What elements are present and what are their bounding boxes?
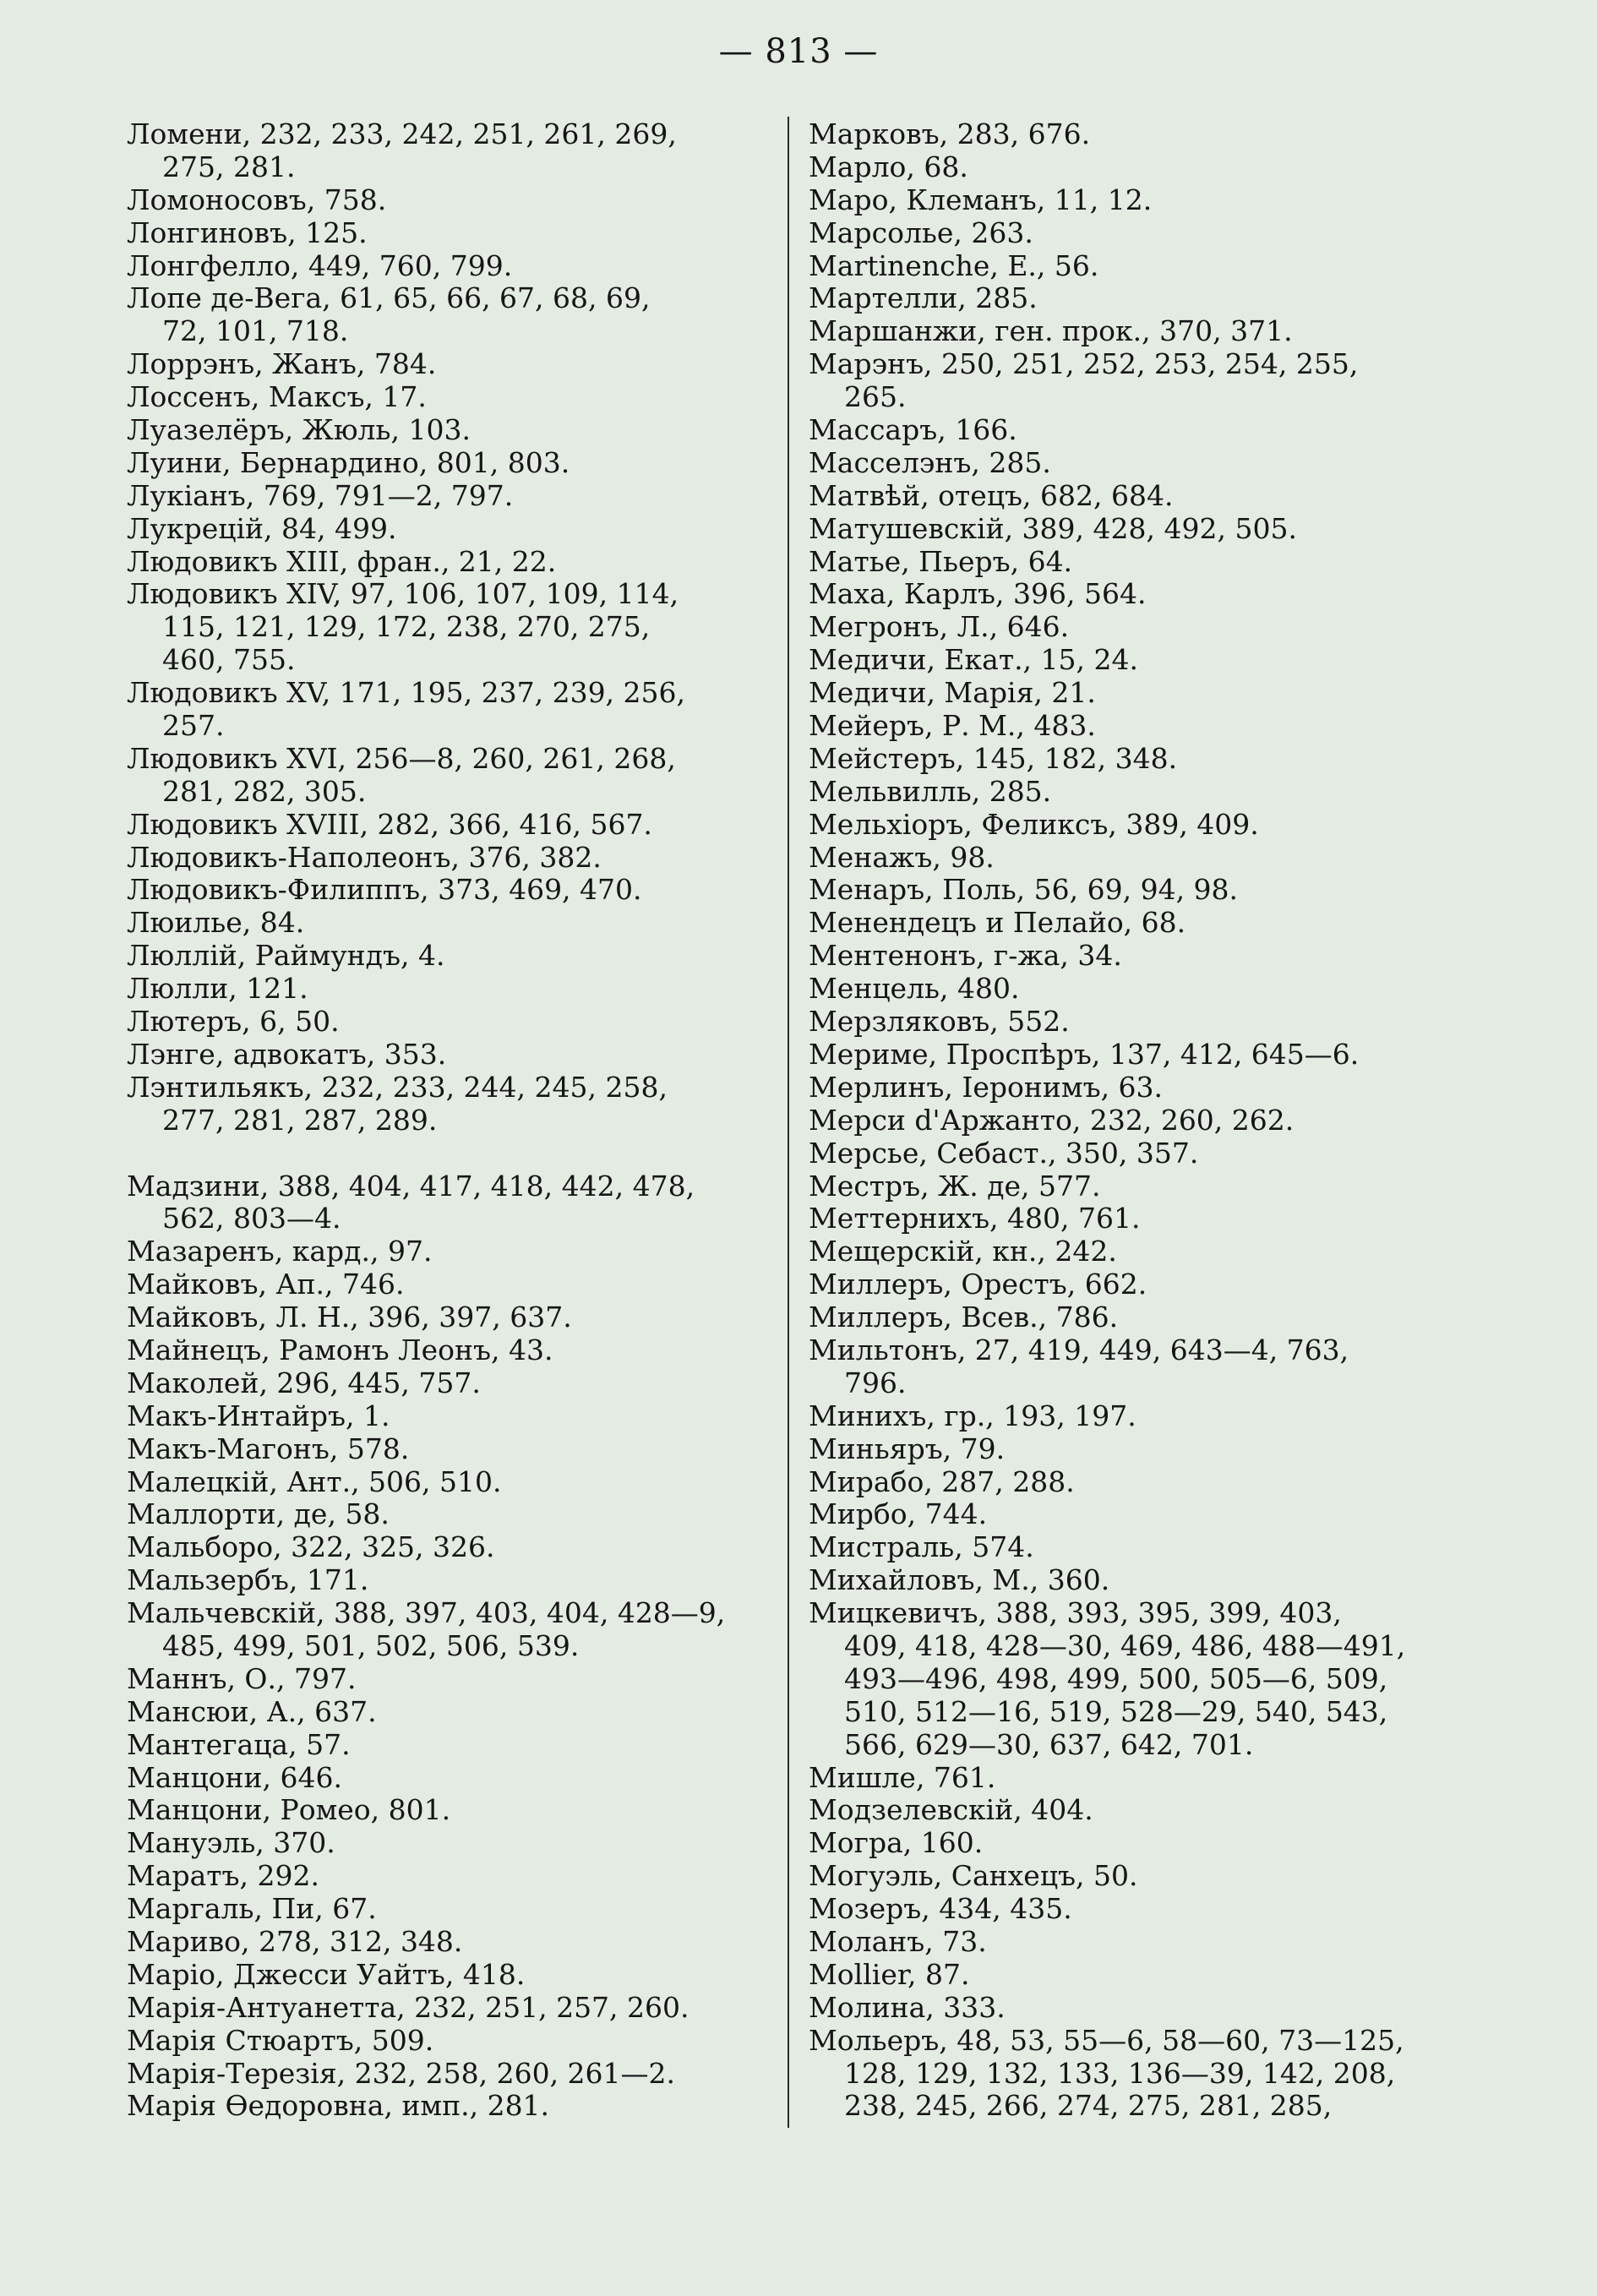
index-entry: Мерзляковъ, 552. xyxy=(809,1006,1070,1039)
index-entry: Марія-Антуанетта, 232, 251, 257, 260. xyxy=(127,1991,689,2024)
index-entry: Мальборо, 322, 325, 326. xyxy=(127,1531,495,1564)
index-entry: Мольеръ, 48, 53, 55—6, 58—60, 73—125, xyxy=(809,2024,1404,2057)
index-entry: Людовикъ-Филиппъ, 373, 469, 470. xyxy=(127,874,642,907)
index-entry: Манцони, 646. xyxy=(127,1761,342,1794)
section-break xyxy=(127,1137,769,1170)
index-entry: Луини, Бернардино, 801, 803. xyxy=(127,446,570,479)
index-entry-continuation: 128, 129, 132, 133, 136—39, 142, 208, xyxy=(844,2057,1396,2090)
index-entry: Людовикъ-Наполеонъ, 376, 382. xyxy=(127,841,602,874)
index-entry-continuation: 562, 803—4. xyxy=(162,1203,341,1235)
index-entry: Ломени, 232, 233, 242, 251, 261, 269, xyxy=(127,118,677,150)
index-entry: Медичи, Екат., 15, 24. xyxy=(809,644,1138,677)
index-entry: Мегронъ, Л., 646. xyxy=(809,611,1070,644)
index-entry: Лопе де-Вега, 61, 65, 66, 67, 68, 69, xyxy=(127,282,651,315)
index-entry: Макъ-Интайръ, 1. xyxy=(127,1399,390,1432)
index-entry: Мазаренъ, кард., 97. xyxy=(127,1235,433,1268)
index-entry: Маха, Карлъ, 396, 564. xyxy=(809,578,1147,611)
index-entry-continuation: 238, 245, 266, 274, 275, 281, 285, xyxy=(844,2090,1333,2123)
index-entry: Медичи, Марія, 21. xyxy=(809,677,1096,710)
index-entry: Луазелёръ, Жюль, 103. xyxy=(127,414,471,447)
index-entry: Мильтонъ, 27, 419, 449, 643—4, 763, xyxy=(809,1333,1349,1366)
index-entry: Маллорти, де, 58. xyxy=(127,1498,390,1531)
index-entry: Мальчевскій, 388, 397, 403, 404, 428—9, xyxy=(127,1597,726,1630)
index-entry: Mollier, 87. xyxy=(809,1958,970,1991)
index-entry: Лонгиновъ, 125. xyxy=(127,216,368,249)
index-entry: Михайловъ, М., 360. xyxy=(809,1564,1110,1597)
index-entry: Мирбо, 744. xyxy=(809,1498,988,1531)
index-entry-continuation: 485, 499, 501, 502, 506, 539. xyxy=(162,1629,580,1662)
index-entry: Миллеръ, Всев., 786. xyxy=(809,1301,1119,1334)
index-entry: Лютеръ, 6, 50. xyxy=(127,1006,340,1039)
index-entry-continuation: 277, 281, 287, 289. xyxy=(162,1104,438,1137)
index-entry: Мануэль, 370. xyxy=(127,1827,335,1860)
index-entry: Людовикъ XVIII, 282, 366, 416, 567. xyxy=(127,808,652,841)
index-entry: Лэнтильякъ, 232, 233, 244, 245, 258, xyxy=(127,1071,668,1104)
index-entry-continuation: 257. xyxy=(162,710,225,743)
index-entry: Мистраль, 574. xyxy=(809,1531,1034,1564)
index-entry-continuation: 409, 418, 428—30, 469, 486, 488—491, xyxy=(844,1629,1406,1662)
index-entry: Менцель, 480. xyxy=(809,973,1020,1006)
index-entry: Меттернихъ, 480, 761. xyxy=(809,1203,1141,1235)
index-entry-continuation: 275, 281. xyxy=(162,150,296,183)
index-entry: Местръ, Ж. де, 577. xyxy=(809,1170,1101,1203)
index-entry-continuation: 510, 512—16, 519, 528—29, 540, 543, xyxy=(844,1695,1388,1728)
index-entry: Люилье, 84. xyxy=(127,907,305,940)
left-column xyxy=(127,118,769,2123)
index-entry: Людовикъ XIV, 97, 106, 107, 109, 114, xyxy=(127,578,679,611)
index-entry: Martinenche, E., 56. xyxy=(809,249,1099,282)
index-entry: Мозеръ, 434, 435. xyxy=(809,1893,1072,1926)
index-entry: Могра, 160. xyxy=(809,1827,984,1860)
index-entry: Малецкій, Ант., 506, 510. xyxy=(127,1465,502,1498)
index-entry: Лукіанъ, 769, 791—2, 797. xyxy=(127,479,514,512)
index-entry: Мерсье, Себаст., 350, 357. xyxy=(809,1137,1199,1170)
index-entry: Мейстеръ, 145, 182, 348. xyxy=(809,742,1178,775)
index-entry: Мартелли, 285. xyxy=(809,282,1038,315)
index-entry-continuation: 281, 282, 305. xyxy=(162,775,367,808)
index-entry: Майковъ, Л. Н., 396, 397, 637. xyxy=(127,1301,572,1334)
index-entry: Менажъ, 98. xyxy=(809,841,995,874)
index-entry: Матушевскій, 389, 428, 492, 505. xyxy=(809,512,1297,545)
index-entry: Массаръ, 166. xyxy=(809,414,1017,447)
index-entry: Матье, Пьеръ, 64. xyxy=(809,545,1073,578)
index-entry: Марэнъ, 250, 251, 252, 253, 254, 255, xyxy=(809,348,1359,381)
index-entry: Манцони, Ромео, 801. xyxy=(127,1794,451,1827)
index-entry: Масселэнъ, 285. xyxy=(809,446,1051,479)
right-column xyxy=(809,118,1455,2123)
index-entry: Марія-Терезія, 232, 258, 260, 261—2. xyxy=(127,2057,676,2090)
index-entry: Ломоносовъ, 758. xyxy=(127,183,387,216)
index-entry: Мантегаца, 57. xyxy=(127,1728,351,1761)
index-entry-continuation: 265. xyxy=(844,381,907,414)
index-entry: Мишле, 761. xyxy=(809,1761,996,1794)
index-entry: Марло, 68. xyxy=(809,150,968,183)
index-entry: Мерлинъ, Іеронимъ, 63. xyxy=(809,1071,1164,1104)
index-entry: Мейеръ, Р. М., 483. xyxy=(809,710,1096,743)
index-entry: Мещерскій, кн., 242. xyxy=(809,1235,1117,1268)
index-entry-continuation: 115, 121, 129, 172, 238, 270, 275, xyxy=(162,611,651,644)
index-entry-continuation: 460, 755. xyxy=(162,644,296,677)
index-entry: Мицкевичъ, 388, 393, 395, 399, 403, xyxy=(809,1597,1342,1630)
index-entry: Людовикъ XVI, 256—8, 260, 261, 268, xyxy=(127,742,676,775)
index-entry: Мерси d'Аржанто, 232, 260, 262. xyxy=(809,1104,1294,1137)
index-entry: Миллеръ, Орестъ, 662. xyxy=(809,1268,1147,1301)
index-entry: Люллій, Раймундъ, 4. xyxy=(127,940,445,973)
index-entry: Мадзини, 388, 404, 417, 418, 442, 478, xyxy=(127,1170,695,1203)
index-entry: Матвѣй, отецъ, 682, 684. xyxy=(809,479,1174,512)
index-entry: Людовикъ XIII, фран., 21, 22. xyxy=(127,545,557,578)
index-entry: Мирабо, 287, 288. xyxy=(809,1465,1075,1498)
index-entry: Лоррэнъ, Жанъ, 784. xyxy=(127,348,437,381)
index-entry: Маратъ, 292. xyxy=(127,1860,319,1893)
index-entry: Моланъ, 73. xyxy=(809,1925,987,1958)
index-entry: Лоссенъ, Максъ, 17. xyxy=(127,381,427,414)
page-number: — 813 — xyxy=(718,32,879,71)
index-entry: Марсолье, 263. xyxy=(809,216,1033,249)
index-entry: Люлли, 121. xyxy=(127,973,308,1006)
index-entry: Марковъ, 283, 676. xyxy=(809,118,1091,150)
index-entry: Маро, Клеманъ, 11, 12. xyxy=(809,183,1153,216)
index-entry: Могуэль, Санхецъ, 50. xyxy=(809,1860,1138,1893)
index-entry: Майнецъ, Рамонъ Леонъ, 43. xyxy=(127,1333,553,1366)
index-entry: Лэнге, адвокатъ, 353. xyxy=(127,1038,447,1071)
index-entry: Маргаль, Пи, 67. xyxy=(127,1893,377,1926)
index-entry: Макъ-Магонъ, 578. xyxy=(127,1432,410,1465)
index-entry: Мельхіоръ, Феликсъ, 389, 409. xyxy=(809,808,1259,841)
index-entry: Маколей, 296, 445, 757. xyxy=(127,1366,481,1399)
index-entry: Молина, 333. xyxy=(809,1991,1006,2024)
index-entry: Марія Өедоровна, имп., 281. xyxy=(127,2090,550,2123)
index-entry: Людовикъ XV, 171, 195, 237, 239, 256, xyxy=(127,677,686,710)
index-entry: Модзелевскій, 404. xyxy=(809,1794,1093,1827)
index-entry: Маннъ, О., 797. xyxy=(127,1662,357,1695)
index-entry-continuation: 72, 101, 718. xyxy=(162,315,349,348)
index-entry: Мариво, 278, 312, 348. xyxy=(127,1925,463,1958)
index-entry: Мериме, Проспѣръ, 137, 412, 645—6. xyxy=(809,1038,1360,1071)
index-entry: Менаръ, Поль, 56, 69, 94, 98. xyxy=(809,874,1239,907)
index-entry: Ментенонъ, г-жа, 34. xyxy=(809,940,1122,973)
index-entry-continuation: 566, 629—30, 637, 642, 701. xyxy=(844,1728,1254,1761)
column-divider xyxy=(788,117,789,2128)
index-entry-continuation: 796. xyxy=(844,1366,907,1399)
index-entry: Миньяръ, 79. xyxy=(809,1432,1006,1465)
index-entry: Мальзербъ, 171. xyxy=(127,1564,369,1597)
index-entry: Маріо, Джесси Уайтъ, 418. xyxy=(127,1958,526,1991)
index-entry: Минихъ, гр., 193, 197. xyxy=(809,1399,1136,1432)
index-entry: Маршанжи, ген. прок., 370, 371. xyxy=(809,315,1293,348)
index-entry: Майковъ, Ап., 746. xyxy=(127,1268,405,1301)
index-entry: Менендецъ и Пелайо, 68. xyxy=(809,907,1186,940)
index-entry: Лукрецій, 84, 499. xyxy=(127,512,397,545)
index-entry: Мельвилль, 285. xyxy=(809,775,1052,808)
index-entry-continuation: 493—496, 498, 499, 500, 505—6, 509, xyxy=(844,1662,1388,1695)
index-entry: Марія Стюартъ, 509. xyxy=(127,2024,434,2057)
index-entry: Мансюи, А., 637. xyxy=(127,1695,377,1728)
index-entry: Лонгфелло, 449, 760, 799. xyxy=(127,249,513,282)
